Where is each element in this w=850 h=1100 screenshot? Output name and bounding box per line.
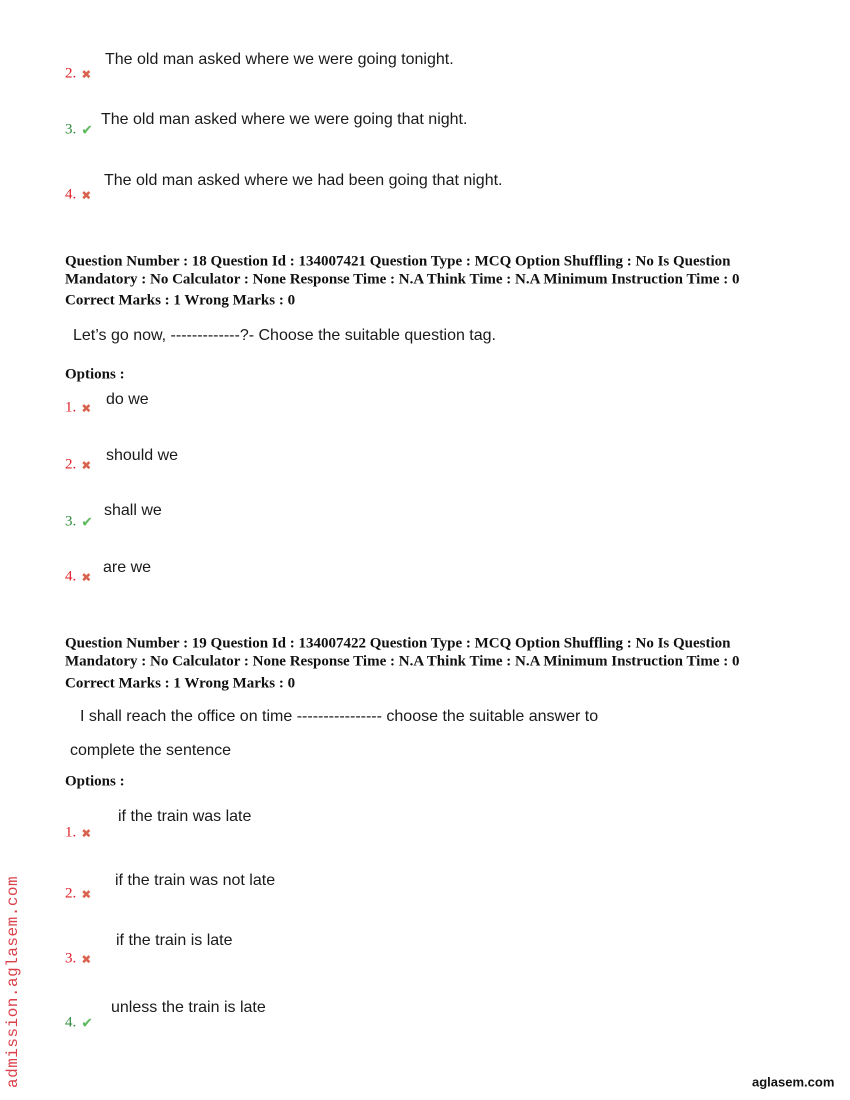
cross-icon: ✖ (81, 401, 92, 416)
option-text: The old man asked where we had been going that night. (104, 172, 503, 189)
option-text: if the train is late (116, 932, 233, 949)
option-number: 4. ✖ (65, 186, 92, 203)
option-number: 2. ✖ (65, 65, 92, 82)
option-number: 2. ✖ (65, 885, 92, 902)
question-text: I shall reach the office on time ---------------- choose the suitable answer to (80, 708, 599, 725)
cross-icon: ✖ (81, 67, 92, 82)
cross-icon: ✖ (81, 826, 92, 841)
cross-icon: ✖ (81, 458, 92, 473)
option-text: unless the train is late (111, 999, 266, 1016)
watermark: admission.aglasem.com (4, 875, 22, 1088)
cross-icon: ✖ (81, 952, 92, 967)
option-text: should we (106, 447, 179, 464)
question-text: complete the sentence (70, 742, 231, 759)
question-meta: Question Number : 19 Question Id : 134007422 Question Type : MCQ Option Shuffling : No Is Question (65, 635, 731, 652)
question-marks: Correct Marks : 1 Wrong Marks : 0 (65, 292, 296, 309)
cross-icon: ✖ (81, 188, 92, 203)
option-number: 4. ✖ (65, 568, 92, 585)
question-text: Let’s go now, -------------?- Choose the suitable question tag. (73, 327, 496, 344)
options-label: Options : (65, 366, 125, 383)
check-icon: ✔ (81, 514, 93, 531)
option-number: 4. ✔ (65, 1014, 93, 1032)
options-label: Options : (65, 773, 125, 790)
question-meta: Mandatory : No Calculator : None Response Time : N.A Think Time : N.A Minimum Instruction Time : 0 (65, 271, 740, 288)
option-number: 2. ✖ (65, 456, 92, 473)
option-text: are we (103, 559, 152, 576)
check-icon: ✔ (81, 122, 93, 139)
option-number: 1. ✖ (65, 399, 92, 416)
check-icon: ✔ (81, 1015, 93, 1032)
option-number: 3. ✖ (65, 950, 92, 967)
option-text: The old man asked where we were going tonight. (105, 51, 454, 68)
cross-icon: ✖ (81, 887, 92, 902)
option-text: shall we (104, 502, 162, 519)
option-number: 3. ✔ (65, 513, 93, 531)
option-text: if the train was not late (115, 872, 276, 889)
question-meta: Question Number : 18 Question Id : 134007421 Question Type : MCQ Option Shuffling : No Is Question (65, 253, 731, 270)
option-text: The old man asked where we were going that night. (101, 111, 468, 128)
question-marks: Correct Marks : 1 Wrong Marks : 0 (65, 675, 296, 692)
option-text: do we (106, 391, 149, 408)
option-number: 3. ✔ (65, 121, 93, 139)
option-text: if the train was late (118, 808, 252, 825)
option-number: 1. ✖ (65, 824, 92, 841)
question-meta: Mandatory : No Calculator : None Response Time : N.A Think Time : N.A Minimum Instruction Time : 0 (65, 653, 740, 670)
cross-icon: ✖ (81, 570, 92, 585)
brand-footer: aglasem.com (752, 1074, 835, 1090)
